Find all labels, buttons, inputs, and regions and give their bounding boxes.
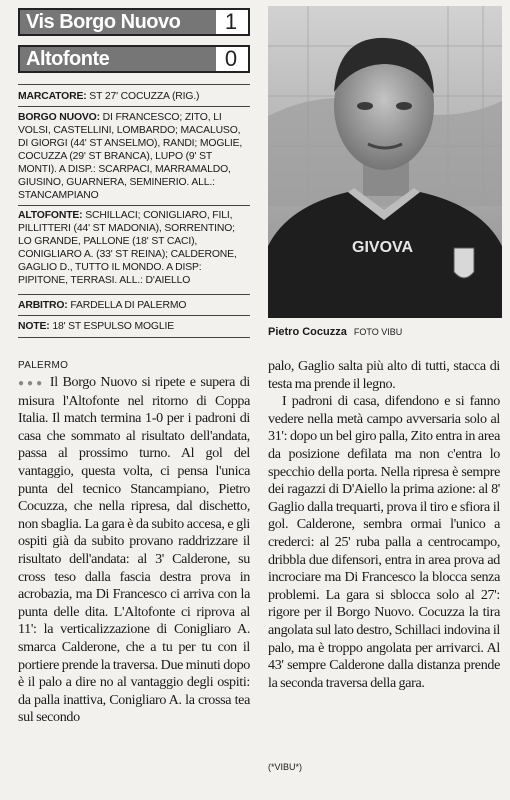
article-right-column xyxy=(268,358,500,692)
altofonte-lineup xyxy=(18,209,250,287)
divider xyxy=(18,337,250,338)
caption-name: Pietro Cocuzza xyxy=(268,326,347,338)
notes-line xyxy=(18,320,250,333)
borgo-label: BORGO NUOVO: xyxy=(18,112,100,123)
borgo-lineup xyxy=(18,111,250,202)
altofonte-text: SCHILLACI; CONIGLIARO, FILI, PILLITTERI (44' ST MADONIA), SORRENTINO; LO GRANDE, PALLONE (18' ST CACI), CONIGLIARO A. (33' ST REINA); CALDERONE, GAGLIO D., TUTTO IL MONDO. A DISP: PIPITONE, TERRASI. ALL.: D'AIELLO xyxy=(18,210,237,286)
player-photo xyxy=(268,6,502,318)
player-photo-illustration xyxy=(268,6,502,318)
home-goals: 1 xyxy=(224,9,238,34)
divider xyxy=(18,205,250,206)
photo-caption xyxy=(268,326,502,338)
away-score-box xyxy=(18,45,250,73)
caption-credit: FOTO VIBU xyxy=(353,327,403,337)
article-paragraph xyxy=(18,374,250,727)
altofonte-label: ALTOFONTE: xyxy=(18,210,83,221)
signature: (*VIBU*) xyxy=(268,762,303,772)
article-paragraph: I padroni di casa, difendono e si fanno vedere nella metà campo avversaria solo al 31': dopo un bel giro palla, Zito entra in area da posizione defilata ma non c'entra lo specchio della porta. Nella ripresa è sempre dei ragazzi di D'Aiello la prima azione: al 8' Gaglio dalla trequarti, prova il tiro e sfiora il gol. Calderone, sembra ormai l'unico a crederci: al 25' ruba palla a centrocampo, dribbla due difensori, entra in area prova ad incrociare ma Di Francesco la blocca senza problemi. La gara si sblocca solo al 27': rigore per il Borgo Nuovo. Cocuzza la tira angolata sul lato destro, Schillaci indovina il palo, ma è troppo angolata per arrivarci. Al 43' sempre Calderone dalla distanza prende la seconda traversa della gara. xyxy=(268,393,500,691)
away-team-name: Altofonte xyxy=(20,47,216,71)
divider xyxy=(18,106,250,107)
referee-text: FARDELLA DI PALERMO xyxy=(70,300,187,311)
divider xyxy=(18,294,250,295)
notes-text: 18' ST ESPULSO MOGLIE xyxy=(52,321,174,332)
dateline: PALERMO xyxy=(18,360,69,371)
shirt-brand: GIVOVA xyxy=(352,239,414,256)
divider xyxy=(18,315,250,316)
divider xyxy=(18,84,250,85)
article-left-column xyxy=(18,374,250,727)
away-goals: 0 xyxy=(224,46,238,71)
bullet-marks: ●●● xyxy=(18,378,46,389)
left-paragraph-text: Il Borgo Nuovo si ripete e supera di misura l'Altofonte nel ritorno di Coppa Italia. Il match termina 1-0 per i padroni di casa che sommato al risultato dell'andata, passa al prossimo turno. Al gol del vantaggio, questa volta, ci pensa l'unica punta del tecnico Stancampiano, Pietro Cocuzza, che nella ripresa, dal dischetto, non sbaglia. La gara è da subito accesa, e gli ospiti già da subito provano raddrizzare il risultato dell'andata: al 3' Calderone, su cross teso dalla fascia destra prova in acrobazia, ma Di Francesco ci arriva con la punta delle dita. L'Altofonte ci riprova al 11': la verticalizzazione di Conigliaro A. smarca Calderone, che a tu per tu con il portiere prende la traversa. Due minuti dopo è il palo a dire no al vantaggio degli ospiti: da palla inattiva, Conigliaro A. la crossa tea sul secondo xyxy=(18,374,250,726)
home-score-box xyxy=(18,8,250,36)
scorer-line xyxy=(18,90,250,103)
notes-label: NOTE: xyxy=(18,321,50,332)
borgo-text: DI FRANCESCO; ZITO, LI VOLSI, CASTELLINI, LOMBARDO; MACALUSO, DI GIORGI (44' ST ANSELMO), RANDI; MOGLIE, COCUZZA (29' ST BRANCA), LUPO (9' ST MONTI). A DISP.: SCARPACI, MARRAMALDO, GIUSINO, GUARNERA, SEMINERIO. ALL.: STANCAMPIANO xyxy=(18,112,243,201)
scorer-text: ST 27' COCUZZA (RIG.) xyxy=(89,91,200,102)
article-paragraph: palo, Gaglio salta più alto di tutti, stacca di testa ma prende il legno. xyxy=(268,358,500,392)
home-team-name: Vis Borgo Nuovo xyxy=(20,10,216,34)
referee-line xyxy=(18,299,250,312)
scorer-label: MARCATORE: xyxy=(18,91,87,102)
referee-label: ARBITRO: xyxy=(18,300,68,311)
